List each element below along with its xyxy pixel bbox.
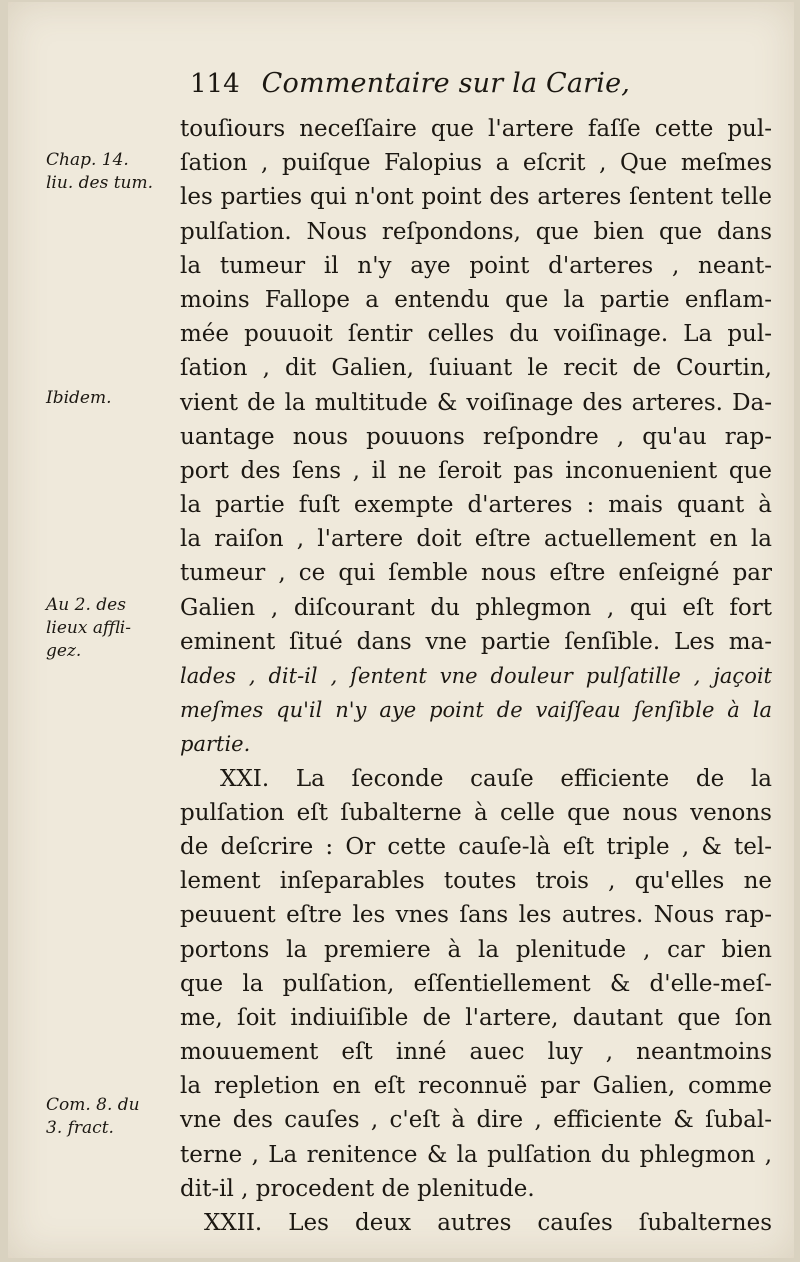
section-heading-xxii: XXII. Les deux autres cauſes ſubalternes bbox=[204, 1210, 772, 1236]
text-line: lades , dit-il , ſentent vne douleur pulſatille , jaçoit bbox=[180, 664, 772, 688]
text-line: dit-il , procedent de plenitude. bbox=[180, 1175, 535, 1202]
text-line: pulſation eſt ſubalterne à celle que nous venons bbox=[180, 799, 772, 826]
text-line: la tumeur il n'y aye point d'arteres , neant- bbox=[180, 252, 772, 279]
margin-note-line: Chap. 14. bbox=[46, 150, 129, 170]
text-line: que la pulſation, eſſentiellement & d'elle-meſ- bbox=[180, 970, 772, 997]
text-line: eminent ſitué dans vne partie ſenſible. Les ma- bbox=[180, 628, 772, 655]
text-line: port des ſens , il ne ſeroit pas inconuenient que bbox=[180, 457, 772, 484]
running-title: Commentaire sur la Carie, bbox=[261, 68, 631, 99]
text-line: tumeur , ce qui ſemble nous eſtre enſeigné par bbox=[180, 560, 772, 587]
text-line: mée pouuoit ſentir celles du voiſinage. La pul- bbox=[180, 321, 772, 348]
text-line: me, ſoit indiuiſible de l'artere, dautant que ſon bbox=[180, 1004, 772, 1031]
page-number: 114 bbox=[190, 69, 240, 99]
text-line: lement inſeparables toutes trois , qu'elles ne bbox=[180, 868, 772, 895]
margin-note-line: Com. 8. du bbox=[46, 1095, 140, 1115]
text-line: la partie fuſt exempte d'arteres : mais quant à bbox=[180, 492, 772, 519]
page-header bbox=[190, 68, 630, 112]
section-heading-xxi: XXI. La ſeconde cauſe efficiente de la bbox=[220, 765, 772, 792]
text-line: portons la premiere à la plenitude , car bien bbox=[180, 936, 772, 963]
margin-note-ibidem bbox=[46, 387, 164, 410]
text-line: les parties qui n'ont point des arteres ſentent telle bbox=[180, 184, 772, 211]
margin-note-line: Ibidem. bbox=[46, 388, 112, 408]
text-line: vient de la multitude & voiſinage des arteres. Da- bbox=[180, 389, 772, 416]
text-line: touſiours neceſſaire que l'artere faſſe cette pul- bbox=[180, 116, 772, 142]
margin-note-com8 bbox=[46, 1094, 164, 1140]
text-line: la repletion en eſt reconnuë par Galien, comme bbox=[180, 1073, 772, 1100]
margin-note-line: Au 2. des bbox=[46, 595, 126, 615]
text-line: peuuent eſtre les vnes ſans les autres. Nous rap- bbox=[180, 902, 772, 929]
margin-note-line: gez. bbox=[46, 641, 82, 661]
text-line: terne , La renitence & la pulſation du phlegmon , bbox=[180, 1141, 772, 1168]
text-line: pulſation. Nous reſpondons, que bien que dans bbox=[180, 218, 772, 245]
text-line: mouuement eſt inné auec luy , neantmoins bbox=[180, 1039, 772, 1066]
body-text bbox=[180, 112, 772, 1240]
text-line: ſation , puiſque Falopius a eſcrit , Que meſmes bbox=[180, 150, 772, 177]
text-line: vne des cauſes , c'eſt à dire , efficiente & ſubal- bbox=[180, 1107, 772, 1134]
text-line: partie. bbox=[180, 732, 251, 757]
text-line: moins Fallope a entendu que la partie enflam- bbox=[180, 286, 772, 313]
book-page bbox=[8, 2, 794, 1258]
text-line: uantage nous pouuons reſpondre , qu'au rap- bbox=[180, 423, 772, 450]
margin-note-line: liu. des tum. bbox=[46, 173, 154, 193]
text-line: de deſcrire : Or cette cauſe-là eſt triple , & tel- bbox=[180, 833, 772, 860]
text-line: la raiſon , l'artere doit eſtre actuellement en la bbox=[180, 526, 772, 553]
text-line: Galien , diſcourant du phlegmon , qui eſt fort bbox=[180, 594, 772, 621]
text-line: ſation , dit Galien, ſuiuant le recit de Courtin, bbox=[180, 355, 772, 382]
margin-note-line: lieux affli- bbox=[46, 618, 131, 638]
margin-note-au2 bbox=[46, 594, 164, 663]
text-line: meſmes qu'il n'y aye point de vaiſſeau ſenſible à la bbox=[180, 698, 772, 723]
margin-note-chap14 bbox=[46, 149, 164, 195]
margin-note-line: 3. fract. bbox=[46, 1118, 114, 1138]
